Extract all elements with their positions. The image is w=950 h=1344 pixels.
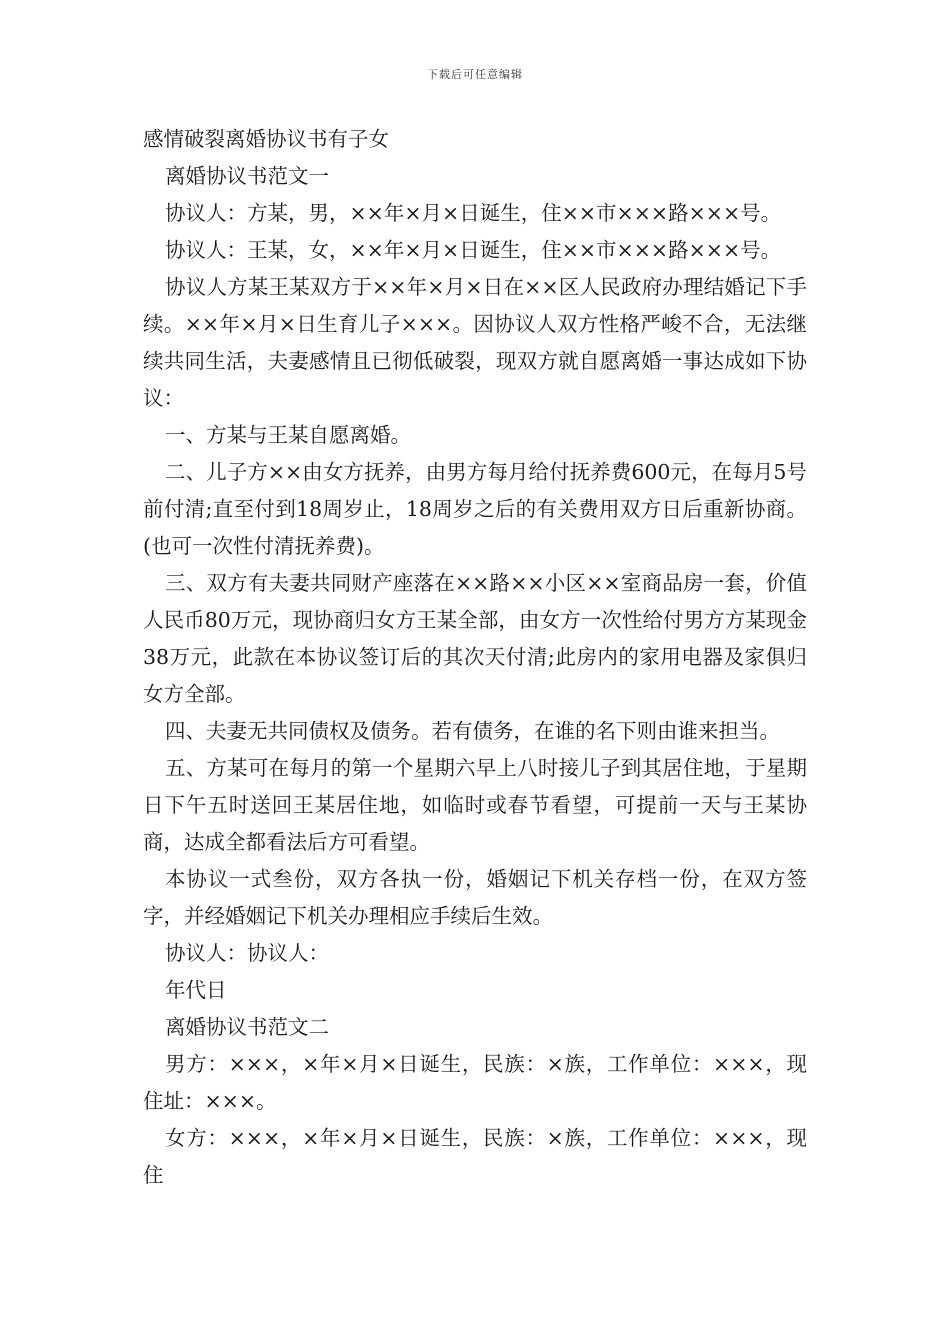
paragraph: 三、双方有夫妻共同财产座落在××路××小区××室商品房一套，价值人民币80万元，现协商归女方王某全部，由女方一次性给付男方方某现金38万元，此款在本协议签订后的其次天付清;此房内的家用电器及家俱归女方全部。 xyxy=(143,571,807,706)
date-line: 年代日 xyxy=(165,978,227,1002)
paragraph: 男方：×××，×年×月×日诞生，民族：×族，工作单位：×××，现住址：×××。 xyxy=(143,1052,807,1113)
paragraph: 一、方某与王某自愿离婚。 xyxy=(165,423,411,447)
paragraph: 四、夫妻无共同债权及债务。若有债务，在谁的名下则由谁来担当。 xyxy=(165,719,780,743)
paragraph: 离婚协议书范文一 xyxy=(165,164,329,188)
document-body xyxy=(143,121,807,1194)
paragraph: 协议人：王某，女，××年×月×日诞生，住××市×××路×××号。 xyxy=(165,238,782,262)
document-title: 感情破裂离婚协议书有子女 xyxy=(143,127,389,151)
paragraph: 五、方某可在每月的第一个星期六早上八时接儿子到其居住地，于星期日下午五时送回王某居住地，如临时或春节看望，可提前一天与王某协商，达成全都看法后方可看望。 xyxy=(143,756,807,854)
page-header-note: 下载后可任意编辑 xyxy=(427,68,523,81)
paragraph: 协议人：方某，男，××年×月×日诞生，住××市×××路×××号。 xyxy=(165,201,782,225)
paragraph: 二、儿子方××由女方抚养，由男方每月给付抚养费600元，在每月5号前付清;直至付到18周岁止，18周岁之后的有关费用双方日后重新协商。(也可一次性付清抚养费)。 xyxy=(143,460,807,558)
signature-line: 协议人：协议人： xyxy=(165,941,329,965)
section-heading: 离婚协议书范文二 xyxy=(165,1015,329,1039)
paragraph: 协议人方某王某双方于××年×月×日在××区人民政府办理结婚记下手续。××年×月×日生育儿子×××。因协议人双方性格严峻不合，无法继续共同生活，夫妻感情且已彻低破裂，现双方就自愿离婚一事达成如下协议： xyxy=(143,275,807,410)
paragraph: 女方：×××，×年×月×日诞生，民族：×族，工作单位：×××，现住 xyxy=(143,1126,807,1187)
paragraph: 本协议一式叁份，双方各执一份，婚姻记下机关存档一份，在双方签字，并经婚姻记下机关办理相应手续后生效。 xyxy=(143,867,807,928)
